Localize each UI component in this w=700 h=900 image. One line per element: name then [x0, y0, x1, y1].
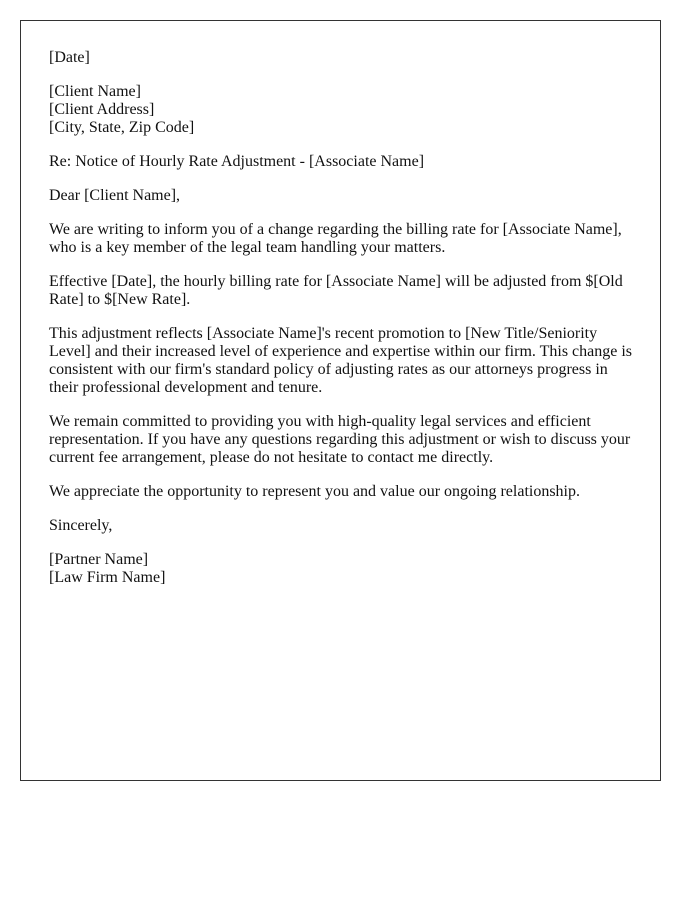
body-paragraph: This adjustment reflects [Associate Name]'s recent promotion to [New Title/Seniority Level] and their increased level of experience and expertise within our firm. This change is consistent with our firm's standard policy of adjusting rates as our attorneys progress in their professional development and tenure. — [49, 325, 633, 396]
body-paragraph: We are writing to inform you of a change regarding the billing rate for [Associate Name], who is a key member of the legal team handling your matters. — [49, 221, 622, 256]
recipient-city: [City, State, Zip Code] — [49, 119, 195, 136]
letter — [20, 20, 661, 781]
recipient-street: [Client Address] — [49, 101, 155, 118]
letter-date: [Date] — [49, 49, 90, 66]
partner-name: [Partner Name] — [49, 551, 149, 568]
subject-line: Re: Notice of Hourly Rate Adjustment - [Associate Name] — [49, 153, 425, 170]
firm-name: [Law Firm Name] — [49, 569, 166, 586]
body-paragraph: Effective [Date], the hourly billing rate for [Associate Name] will be adjusted from $[Old Rate] to $[New Rate]. — [49, 273, 623, 308]
closing: Sincerely, — [49, 517, 113, 534]
body-paragraph: We remain committed to providing you with high-quality legal services and efficient representation. If you have any questions regarding this adjustment or wish to discuss your current fee arrangement, please do not hesitate to contact me directly. — [49, 413, 631, 466]
recipient-name: [Client Name] — [49, 83, 141, 100]
salutation: Dear [Client Name], — [49, 187, 181, 204]
body-paragraph: We appreciate the opportunity to represent you and value our ongoing relationship. — [49, 483, 580, 500]
